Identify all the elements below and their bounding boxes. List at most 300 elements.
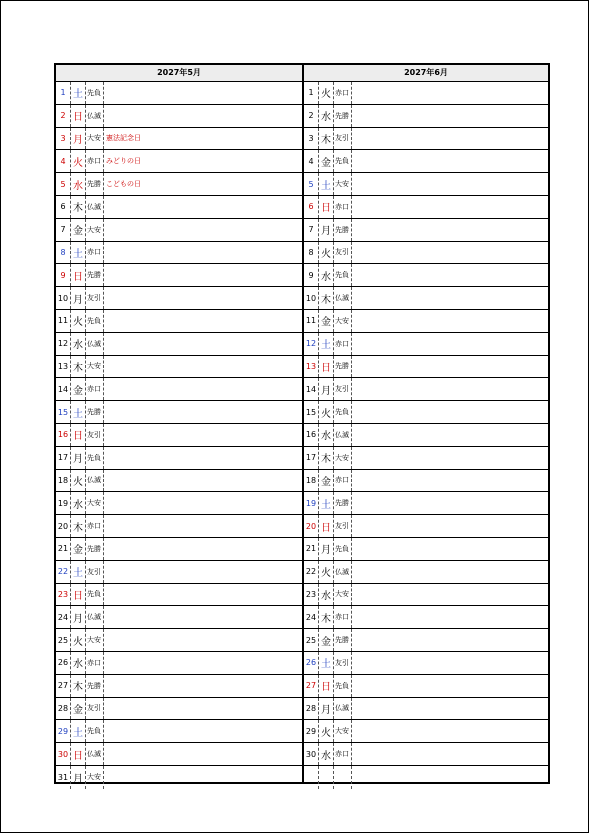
rokuyo: 仏滅 — [334, 698, 352, 720]
day-row — [304, 287, 548, 310]
holiday-note — [104, 606, 302, 628]
day-row — [56, 264, 302, 287]
rokuyo: 先負 — [334, 401, 352, 423]
holiday-note — [352, 287, 548, 309]
day-row — [304, 401, 548, 424]
day-row — [56, 492, 302, 515]
weekday: 土 — [319, 173, 334, 195]
holiday-note: こどもの日 — [106, 180, 141, 189]
day-number: 8 — [304, 242, 319, 264]
empty-cell — [334, 766, 352, 789]
day-number: 18 — [56, 470, 71, 492]
holiday-note — [352, 82, 548, 104]
day-row — [304, 470, 548, 493]
holiday-note — [352, 264, 548, 286]
holiday-note — [104, 424, 302, 446]
holiday-note — [352, 219, 548, 241]
holiday-note — [104, 264, 302, 286]
holiday-note — [104, 698, 302, 720]
weekday: 水 — [319, 424, 334, 446]
day-row — [304, 173, 548, 196]
day-number: 28 — [56, 698, 71, 720]
holiday-note — [352, 675, 548, 697]
day-row — [304, 515, 548, 538]
day-rows — [56, 82, 302, 789]
day-number: 22 — [56, 561, 71, 583]
day-number: 14 — [56, 378, 71, 400]
holiday-note — [104, 652, 302, 674]
rokuyo: 赤口 — [334, 333, 352, 355]
day-row — [304, 561, 548, 584]
weekday: 土 — [71, 561, 86, 583]
day-row — [56, 287, 302, 310]
day-number: 16 — [304, 424, 319, 446]
day-number: 3 — [304, 128, 319, 150]
rokuyo: 先負 — [86, 447, 104, 469]
day-number: 27 — [304, 675, 319, 697]
day-number: 11 — [304, 310, 319, 332]
holiday-note — [104, 219, 302, 241]
holiday-note — [104, 82, 302, 104]
day-row — [56, 720, 302, 743]
day-row — [56, 538, 302, 561]
rokuyo: 赤口 — [334, 470, 352, 492]
weekday: 水 — [71, 492, 86, 514]
holiday-note — [352, 356, 548, 378]
holiday-note — [352, 128, 548, 150]
day-row — [56, 401, 302, 424]
rokuyo: 仏滅 — [334, 424, 352, 446]
weekday: 木 — [71, 196, 86, 218]
weekday: 日 — [71, 264, 86, 286]
rokuyo: 先負 — [86, 584, 104, 606]
weekday: 木 — [319, 606, 334, 628]
holiday-note: みどりの日 — [106, 157, 141, 166]
day-row — [304, 82, 548, 105]
rokuyo: 赤口 — [334, 606, 352, 628]
day-row — [304, 219, 548, 242]
rokuyo: 友引 — [334, 515, 352, 537]
holiday-note — [104, 447, 302, 469]
day-row — [56, 150, 302, 173]
day-row — [56, 128, 302, 151]
day-number: 1 — [56, 82, 71, 104]
day-number: 9 — [304, 264, 319, 286]
rokuyo: 先勝 — [86, 675, 104, 697]
weekday: 日 — [319, 675, 334, 697]
month-header: 2027年5月 — [56, 65, 302, 82]
weekday: 土 — [71, 242, 86, 264]
rokuyo: 友引 — [86, 698, 104, 720]
day-number: 15 — [304, 401, 319, 423]
rokuyo: 友引 — [334, 242, 352, 264]
weekday: 月 — [319, 378, 334, 400]
day-row — [304, 606, 548, 629]
day-number: 10 — [56, 287, 71, 309]
day-number: 4 — [304, 150, 319, 172]
weekday: 土 — [71, 401, 86, 423]
rokuyo: 大安 — [334, 720, 352, 742]
rokuyo: 先勝 — [334, 629, 352, 651]
rokuyo: 大安 — [334, 584, 352, 606]
weekday: 火 — [319, 561, 334, 583]
rokuyo: 先負 — [86, 82, 104, 104]
day-number: 16 — [56, 424, 71, 446]
day-row — [56, 515, 302, 538]
weekday: 金 — [71, 378, 86, 400]
day-number: 21 — [56, 538, 71, 560]
rokuyo: 仏滅 — [86, 470, 104, 492]
holiday-note — [352, 652, 548, 674]
rokuyo: 大安 — [86, 766, 104, 789]
weekday: 水 — [71, 173, 86, 195]
day-row — [56, 584, 302, 607]
holiday-note — [352, 424, 548, 446]
holiday-note — [104, 515, 302, 537]
holiday-note — [104, 470, 302, 492]
rokuyo: 先勝 — [334, 219, 352, 241]
day-row — [304, 196, 548, 219]
rokuyo: 先負 — [334, 264, 352, 286]
weekday: 月 — [71, 606, 86, 628]
weekday: 土 — [71, 720, 86, 742]
weekday: 土 — [71, 82, 86, 104]
day-row — [304, 310, 548, 333]
rokuyo: 大安 — [334, 173, 352, 195]
day-row — [304, 743, 548, 766]
day-number: 18 — [304, 470, 319, 492]
holiday-note — [352, 196, 548, 218]
rokuyo: 先勝 — [86, 264, 104, 286]
rokuyo: 先勝 — [334, 492, 352, 514]
holiday-note — [352, 606, 548, 628]
holiday-note — [104, 492, 302, 514]
weekday: 月 — [71, 766, 86, 789]
day-number: 19 — [56, 492, 71, 514]
rokuyo: 友引 — [86, 424, 104, 446]
day-number: 29 — [56, 720, 71, 742]
rokuyo: 先勝 — [86, 173, 104, 195]
day-row — [56, 470, 302, 493]
day-number: 22 — [304, 561, 319, 583]
weekday: 月 — [319, 698, 334, 720]
rokuyo: 仏滅 — [86, 105, 104, 127]
weekday: 土 — [319, 333, 334, 355]
weekday: 水 — [319, 264, 334, 286]
rokuyo: 赤口 — [86, 150, 104, 172]
day-number: 2 — [304, 105, 319, 127]
day-row — [304, 242, 548, 265]
day-number: 12 — [304, 333, 319, 355]
day-row — [56, 356, 302, 379]
holiday-note — [352, 584, 548, 606]
rokuyo: 先勝 — [334, 105, 352, 127]
weekday: 水 — [319, 743, 334, 765]
day-row — [56, 561, 302, 584]
day-row — [56, 447, 302, 470]
day-number: 30 — [56, 743, 71, 765]
rokuyo: 赤口 — [334, 82, 352, 104]
weekday: 木 — [319, 128, 334, 150]
day-number: 7 — [56, 219, 71, 241]
day-number: 3 — [56, 128, 71, 150]
day-row — [304, 652, 548, 675]
day-number: 28 — [304, 698, 319, 720]
weekday: 日 — [71, 584, 86, 606]
holiday-note — [104, 196, 302, 218]
weekday: 月 — [71, 447, 86, 469]
day-row — [56, 82, 302, 105]
day-row — [304, 698, 548, 721]
weekday: 月 — [71, 128, 86, 150]
month-header: 2027年6月 — [304, 65, 548, 82]
day-row — [304, 105, 548, 128]
day-row — [56, 424, 302, 447]
rokuyo: 大安 — [334, 447, 352, 469]
holiday-note — [352, 561, 548, 583]
holiday-note — [352, 310, 548, 332]
day-row — [56, 219, 302, 242]
rokuyo: 友引 — [86, 561, 104, 583]
weekday: 水 — [319, 584, 334, 606]
rokuyo: 大安 — [86, 356, 104, 378]
day-number: 21 — [304, 538, 319, 560]
rokuyo: 仏滅 — [334, 561, 352, 583]
rokuyo: 先負 — [86, 720, 104, 742]
rokuyo: 仏滅 — [86, 743, 104, 765]
weekday: 金 — [71, 538, 86, 560]
day-number: 29 — [304, 720, 319, 742]
day-number: 25 — [304, 629, 319, 651]
day-number: 17 — [56, 447, 71, 469]
holiday-note — [352, 698, 548, 720]
day-number: 19 — [304, 492, 319, 514]
holiday-note — [104, 743, 302, 765]
holiday-note — [352, 333, 548, 355]
day-row — [56, 333, 302, 356]
day-number: 14 — [304, 378, 319, 400]
holiday-note — [104, 561, 302, 583]
day-number: 20 — [56, 515, 71, 537]
rokuyo: 大安 — [86, 629, 104, 651]
holiday-note — [352, 470, 548, 492]
rokuyo: 先負 — [334, 675, 352, 697]
weekday: 日 — [319, 356, 334, 378]
day-number: 6 — [304, 196, 319, 218]
weekday: 木 — [71, 675, 86, 697]
weekday: 木 — [71, 515, 86, 537]
weekday: 金 — [319, 150, 334, 172]
weekday: 金 — [319, 629, 334, 651]
day-number: 5 — [56, 173, 71, 195]
weekday: 月 — [319, 538, 334, 560]
day-number: 12 — [56, 333, 71, 355]
day-row — [304, 675, 548, 698]
day-row — [56, 242, 302, 265]
weekday: 日 — [71, 424, 86, 446]
day-row — [304, 629, 548, 652]
rokuyo: 先勝 — [86, 401, 104, 423]
weekday: 水 — [71, 652, 86, 674]
holiday-note — [104, 401, 302, 423]
holiday-note — [104, 629, 302, 651]
weekday: 火 — [319, 720, 334, 742]
holiday-note — [352, 105, 548, 127]
day-number: 17 — [304, 447, 319, 469]
rokuyo: 仏滅 — [334, 287, 352, 309]
day-row — [304, 424, 548, 447]
day-number: 23 — [56, 584, 71, 606]
weekday: 火 — [71, 629, 86, 651]
day-rows — [304, 82, 548, 789]
holiday-note — [104, 584, 302, 606]
day-row — [304, 150, 548, 173]
day-number: 24 — [304, 606, 319, 628]
day-row — [304, 378, 548, 401]
day-row — [56, 105, 302, 128]
weekday: 日 — [319, 515, 334, 537]
holiday-note — [352, 401, 548, 423]
day-row — [56, 652, 302, 675]
rokuyo: 大安 — [86, 128, 104, 150]
day-number: 26 — [304, 652, 319, 674]
rokuyo: 赤口 — [86, 378, 104, 400]
day-row — [304, 492, 548, 515]
rokuyo: 赤口 — [86, 515, 104, 537]
day-row — [56, 310, 302, 333]
holiday-note — [352, 447, 548, 469]
weekday: 水 — [319, 105, 334, 127]
rokuyo: 大安 — [86, 219, 104, 241]
day-number: 31 — [56, 766, 71, 789]
holiday-note — [352, 743, 548, 765]
weekday: 木 — [319, 447, 334, 469]
weekday: 木 — [319, 287, 334, 309]
rokuyo: 友引 — [86, 287, 104, 309]
holiday-note — [104, 333, 302, 355]
holiday-note — [104, 287, 302, 309]
day-row — [304, 447, 548, 470]
weekday: 土 — [319, 492, 334, 514]
day-row — [304, 333, 548, 356]
weekday: 金 — [319, 470, 334, 492]
holiday-note — [104, 675, 302, 697]
month-column-june — [304, 65, 548, 782]
month-column-may — [56, 65, 304, 785]
weekday: 日 — [71, 105, 86, 127]
weekday: 火 — [319, 242, 334, 264]
empty-cell — [319, 766, 334, 789]
day-number: 7 — [304, 219, 319, 241]
day-number: 4 — [56, 150, 71, 172]
day-number: 8 — [56, 242, 71, 264]
day-number: 26 — [56, 652, 71, 674]
weekday: 火 — [71, 310, 86, 332]
day-number: 6 — [56, 196, 71, 218]
rokuyo: 赤口 — [334, 743, 352, 765]
empty-cell — [304, 766, 319, 789]
rokuyo: 友引 — [334, 128, 352, 150]
holiday-note — [352, 538, 548, 560]
day-row — [304, 264, 548, 287]
weekday: 水 — [71, 333, 86, 355]
day-number: 11 — [56, 310, 71, 332]
day-number: 27 — [56, 675, 71, 697]
day-row — [56, 196, 302, 219]
rokuyo: 仏滅 — [86, 606, 104, 628]
holiday-note — [104, 378, 302, 400]
day-row — [304, 584, 548, 607]
day-row — [56, 606, 302, 629]
weekday: 月 — [319, 219, 334, 241]
rokuyo: 先負 — [334, 538, 352, 560]
rokuyo: 先負 — [86, 310, 104, 332]
calendar-table — [54, 63, 550, 784]
holiday-note — [352, 515, 548, 537]
weekday: 火 — [71, 470, 86, 492]
day-number: 23 — [304, 584, 319, 606]
day-number: 25 — [56, 629, 71, 651]
holiday-note — [352, 629, 548, 651]
day-number: 24 — [56, 606, 71, 628]
rokuyo: 仏滅 — [86, 333, 104, 355]
weekday: 火 — [319, 82, 334, 104]
weekday: 金 — [71, 219, 86, 241]
rokuyo: 先負 — [334, 150, 352, 172]
day-row — [56, 675, 302, 698]
holiday-note — [352, 242, 548, 264]
day-number: 9 — [56, 264, 71, 286]
day-row — [56, 173, 302, 196]
day-row — [304, 356, 548, 379]
holiday-note — [104, 356, 302, 378]
day-number: 13 — [56, 356, 71, 378]
holiday-note — [104, 720, 302, 742]
holiday-note — [104, 310, 302, 332]
holiday-note — [352, 150, 548, 172]
weekday: 金 — [319, 310, 334, 332]
day-row — [56, 698, 302, 721]
weekday: 日 — [319, 196, 334, 218]
weekday: 火 — [319, 401, 334, 423]
day-number: 15 — [56, 401, 71, 423]
day-row — [304, 720, 548, 743]
day-number: 2 — [56, 105, 71, 127]
weekday: 金 — [71, 698, 86, 720]
rokuyo: 大安 — [86, 492, 104, 514]
day-number: 1 — [304, 82, 319, 104]
day-row — [304, 538, 548, 561]
holiday-note — [104, 242, 302, 264]
holiday-note — [352, 378, 548, 400]
rokuyo: 友引 — [334, 378, 352, 400]
rokuyo: 赤口 — [334, 196, 352, 218]
rokuyo: 先勝 — [86, 538, 104, 560]
day-number: 30 — [304, 743, 319, 765]
day-row — [56, 743, 302, 766]
holiday-note — [352, 492, 548, 514]
holiday-note — [352, 173, 548, 195]
rokuyo: 先勝 — [334, 356, 352, 378]
weekday: 木 — [71, 356, 86, 378]
holiday-note — [352, 720, 548, 742]
day-row — [56, 766, 302, 789]
holiday-note: 憲法記念日 — [106, 134, 141, 143]
weekday: 日 — [71, 743, 86, 765]
empty-cell — [352, 766, 548, 789]
day-row — [56, 378, 302, 401]
empty-row — [304, 766, 548, 789]
